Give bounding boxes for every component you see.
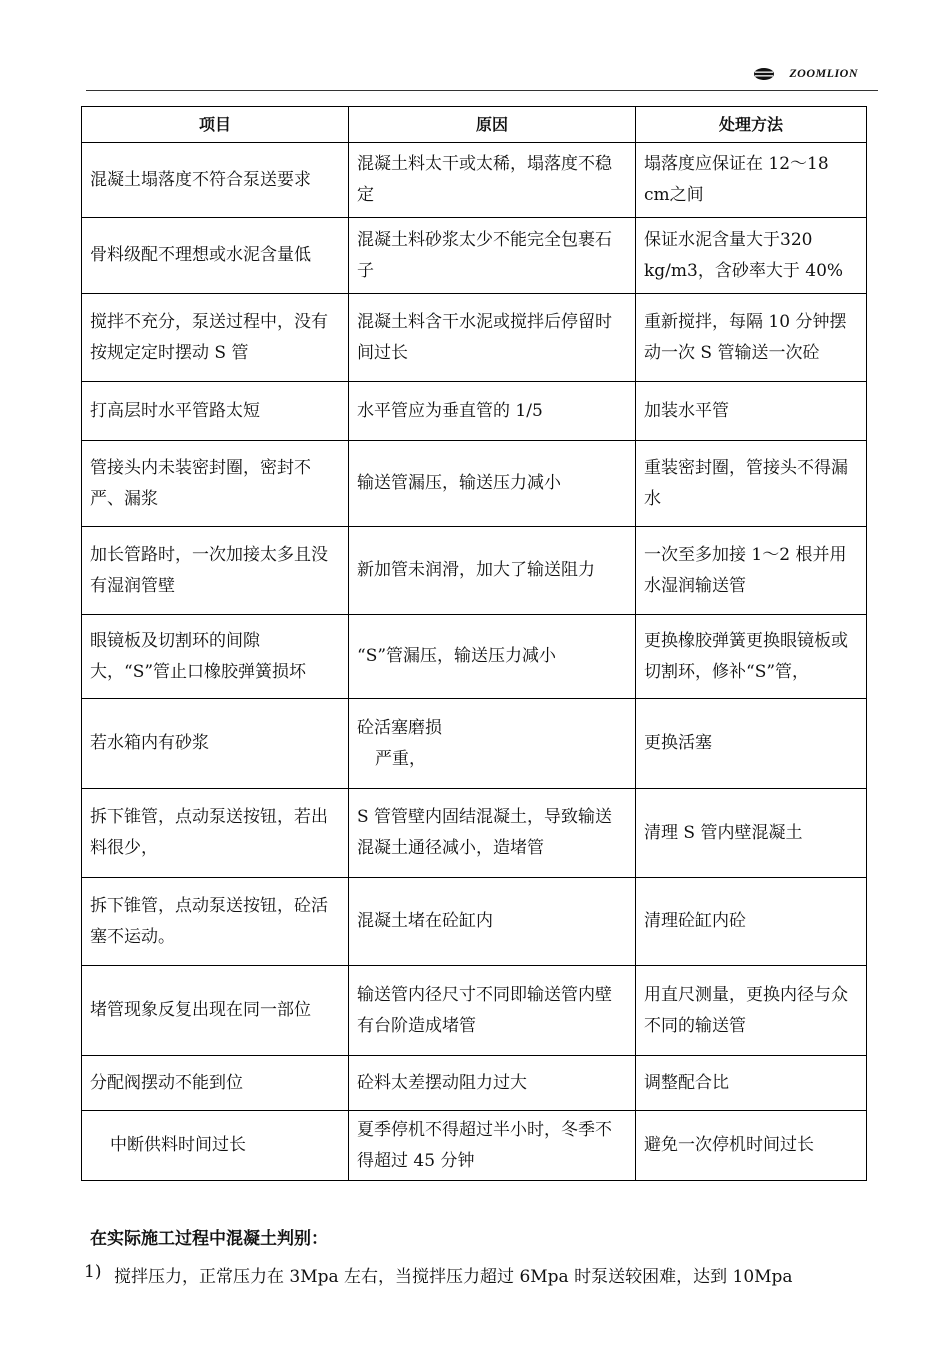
cell-cause: 混凝土料太干或太稀，塌落度不稳定	[349, 143, 636, 218]
cause-line-2: 严重，	[375, 748, 426, 769]
table-row	[82, 294, 867, 382]
paragraph-text: 搅拌压力，正常压力在 3Mpa 左右，当搅拌压力超过 6Mpa 时泵送较困难，达到 10Mpa	[114, 1267, 793, 1287]
cell-solution: 一次至多加接 1～2 根并用水湿润输送管	[636, 527, 867, 615]
cell-solution: 避免一次停机时间过长	[636, 1111, 867, 1181]
cell-cause: 砼料太差摆动阻力过大	[349, 1056, 636, 1111]
brand-name: ZOOMLION	[789, 66, 858, 80]
cell-cause	[349, 699, 636, 789]
cell-item: 若水箱内有砂浆	[82, 699, 349, 789]
table-row	[82, 441, 867, 527]
table-row	[82, 878, 867, 966]
cell-item: 眼镜板及切割环的间隙大，“S”管止口橡胶弹簧损坏	[82, 615, 349, 699]
table-row	[82, 218, 867, 294]
cell-item: 分配阀摆动不能到位	[82, 1056, 349, 1111]
table-row	[82, 615, 867, 699]
cell-cause: 输送管漏压，输送压力减小	[349, 441, 636, 527]
cell-item: 堵管现象反复出现在同一部位	[82, 966, 349, 1056]
cell-solution: 加装水平管	[636, 382, 867, 441]
cell-solution: 更换活塞	[636, 699, 867, 789]
brand-logo	[753, 66, 858, 81]
table-row	[82, 1056, 867, 1111]
cause-line-1: 砼活塞磨损	[357, 717, 442, 738]
table-row	[82, 382, 867, 441]
cell-cause: “S”管漏压，输送压力减小	[349, 615, 636, 699]
table-row	[82, 699, 867, 789]
cell-cause: 新加管未润滑，加大了输送阻力	[349, 527, 636, 615]
zoomlion-logo-icon	[753, 67, 775, 81]
cell-cause: 混凝土料含干水泥或搅拌后停留时间过长	[349, 294, 636, 382]
paragraph	[84, 1262, 879, 1287]
cell-item: 管接头内未装密封圈，密封不严、漏浆	[82, 441, 349, 527]
cell-solution: 保证水泥含量大于320 kg/m3，含砂率大于 40%	[636, 218, 867, 294]
column-header-cause: 原因	[349, 107, 636, 143]
cell-item: 拆下锥管，点动泵送按钮，若出料很少，	[82, 789, 349, 878]
troubleshooting-table	[81, 106, 867, 1181]
table-row	[82, 789, 867, 878]
table-row	[82, 527, 867, 615]
table-row	[82, 143, 867, 218]
cell-item: 骨料级配不理想或水泥含量低	[82, 218, 349, 294]
cell-solution: 更换橡胶弹簧更换眼镜板或切割环，修补“S”管，	[636, 615, 867, 699]
cell-item: 中断供料时间过长	[82, 1111, 349, 1181]
cell-cause: 夏季停机不得超过半小时，冬季不得超过 45 分钟	[349, 1111, 636, 1181]
table-row	[82, 966, 867, 1056]
cell-cause: 混凝土堵在砼缸内	[349, 878, 636, 966]
cell-cause: 输送管内径尺寸不同即输送管内壁有台阶造成堵管	[349, 966, 636, 1056]
cell-solution: 重新搅拌，每隔 10 分钟摆动一次 S 管输送一次砼	[636, 294, 867, 382]
cell-solution: 调整配合比	[636, 1056, 867, 1111]
cell-item: 搅拌不充分，泵送过程中，没有按规定定时摆动 S 管	[82, 294, 349, 382]
section-title: 在实际施工过程中混凝土判别：	[90, 1229, 328, 1249]
cell-item: 加长管路时，一次加接太多且没有湿润管壁	[82, 527, 349, 615]
cell-solution: 塌落度应保证在 12～18 cm之间	[636, 143, 867, 218]
cell-cause: S 管管壁内固结混凝土，导致输送混凝土通径减小，造堵管	[349, 789, 636, 878]
paragraph-number: 1)	[84, 1262, 102, 1282]
cell-solution: 重装密封圈，管接头不得漏水	[636, 441, 867, 527]
cell-solution: 清理砼缸内砼	[636, 878, 867, 966]
cell-item: 打高层时水平管路太短	[82, 382, 349, 441]
page-header	[86, 62, 878, 91]
cell-cause: 混凝土料砂浆太少不能完全包裹石子	[349, 218, 636, 294]
cell-solution: 清理 S 管内壁混凝土	[636, 789, 867, 878]
cell-item: 混凝土塌落度不符合泵送要求	[82, 143, 349, 218]
table-row	[82, 1111, 867, 1181]
table-header-row	[82, 107, 867, 143]
cell-cause: 水平管应为垂直管的 1/5	[349, 382, 636, 441]
column-header-solution: 处理方法	[636, 107, 867, 143]
cell-item: 拆下锥管，点动泵送按钮，砼活塞不运动。	[82, 878, 349, 966]
cell-solution: 用直尺测量，更换内径与众不同的输送管	[636, 966, 867, 1056]
column-header-item: 项目	[82, 107, 349, 143]
